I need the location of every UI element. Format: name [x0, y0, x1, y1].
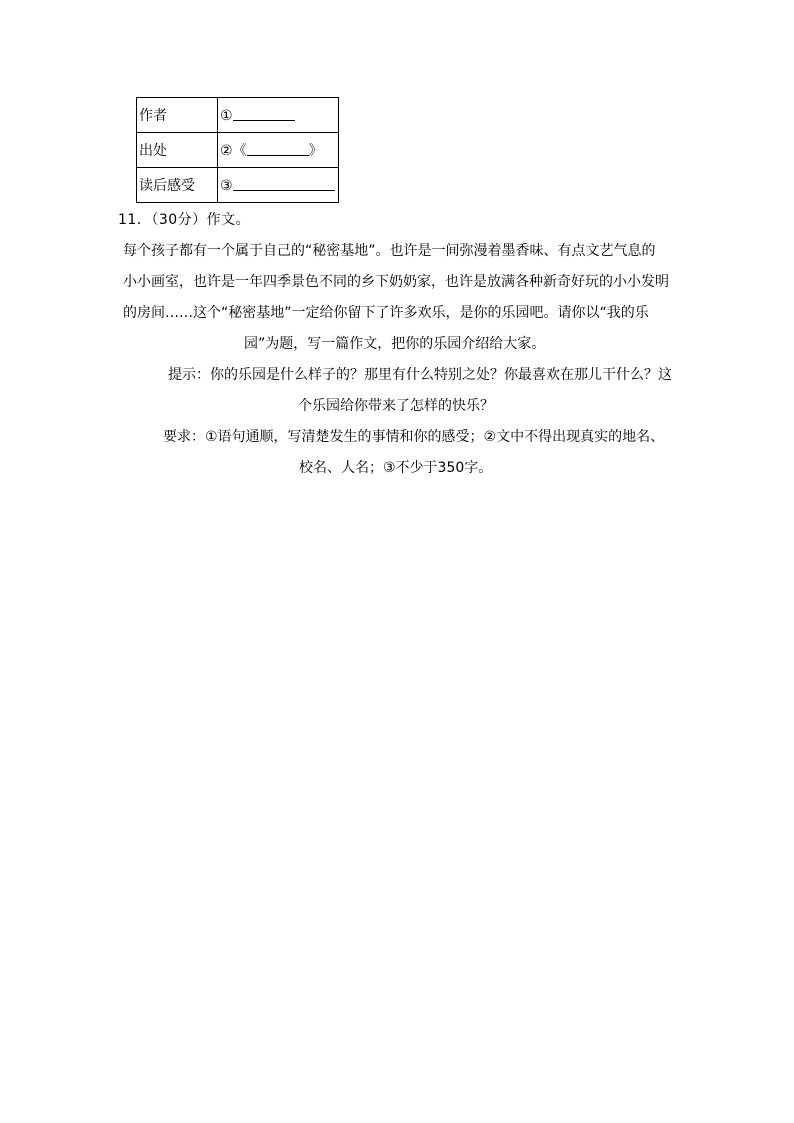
answer-reflection	[218, 168, 339, 203]
open-book-quote: 《	[232, 143, 247, 159]
hint-line: 个乐园给你带来了怎样的快乐？	[298, 398, 494, 414]
label-source: 出处	[137, 133, 218, 168]
answer-author	[218, 98, 339, 133]
question-heading: 11．（30分）作文。	[118, 212, 251, 228]
circled-number-3: ③	[220, 178, 233, 194]
answer-blank-1[interactable]	[233, 106, 295, 121]
close-book-quote: 》	[308, 143, 323, 159]
answer-source	[218, 133, 339, 168]
table-row	[137, 168, 339, 203]
prompt-line: 小小画室，也许是一年四季景色不同的乡下奶奶家，也许是放满各种新奇好玩的小小发明	[123, 274, 669, 290]
prompt-line: 的房间……这个“秘密基地”一定给你留下了许多欢乐，是你的乐园吧。请你以“我的乐	[123, 305, 649, 321]
requirement-line: 校名、人名；③不少于350字。	[299, 460, 493, 476]
prompt-line: 每个孩子都有一个属于自己的“秘密基地”。也许是一间弥漫着墨香味、有点文艺气息的	[123, 243, 656, 259]
answer-blank-3[interactable]	[233, 176, 335, 191]
hint-line: 提示：你的乐园是什么样子的？那里有什么特别之处？你最喜欢在那儿干什么？这	[168, 367, 672, 383]
label-author: 作者	[137, 98, 218, 133]
label-reflection: 读后感受	[137, 168, 218, 203]
info-table	[136, 97, 339, 203]
requirement-line: 要求：①语句通顺，写清楚发生的事情和你的感受；②文中不得出现真实的地名、	[163, 429, 665, 445]
table-row	[137, 133, 339, 168]
answer-blank-2[interactable]	[247, 141, 309, 156]
circled-number-1: ①	[220, 108, 233, 124]
table-row	[137, 98, 339, 133]
prompt-line: 园”为题，写一篇作文，把你的乐园介绍给大家。	[244, 336, 546, 352]
circled-number-2: ②	[220, 143, 233, 159]
